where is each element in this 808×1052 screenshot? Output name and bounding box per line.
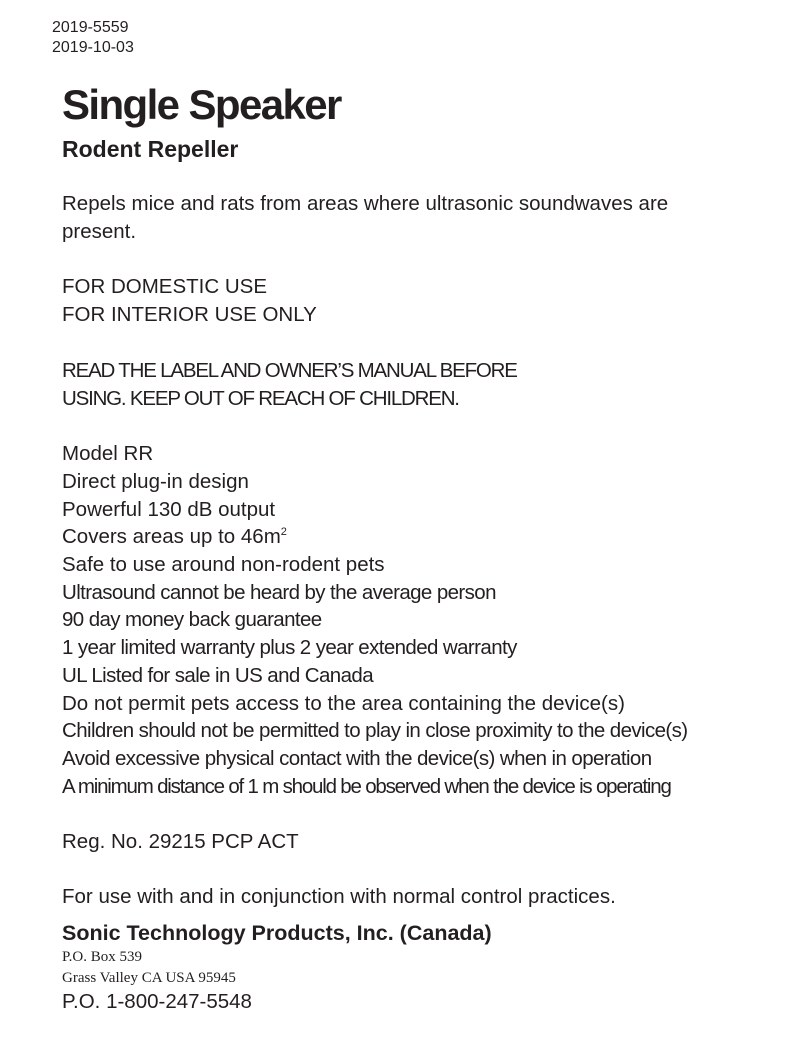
company-name: Sonic Technology Products, Inc. (Canada) [62, 921, 492, 946]
feature-item [62, 523, 792, 551]
precaution-item: A minimum distance of 1 m should be observed when the device is operating [62, 774, 671, 798]
feature-item: 1 year limited warranty plus 2 year extended warranty [62, 636, 517, 660]
product-title: Single Speaker [62, 81, 341, 128]
address-line: Grass Valley CA USA 95945 [62, 970, 236, 987]
feature-item: Safe to use around non-rodent pets [62, 553, 385, 577]
model-line: Model RR [62, 442, 154, 466]
feature-item: UL Listed for sale in US and Canada [62, 663, 373, 687]
feature-list [62, 440, 792, 800]
intro-line: Repels mice and rats from areas where ultrasonic soundwaves are [62, 192, 669, 215]
coverage-text: Covers areas up to 46m [62, 525, 281, 549]
registration-code: 2019-5559 [52, 19, 129, 36]
domestic-use-statement: FOR DOMESTIC USE [62, 275, 268, 299]
coverage-superscript: 2 [280, 526, 287, 539]
label-content [62, 80, 792, 1015]
usage-note: For use with and in conjunction with normal control practices. [62, 885, 616, 909]
precautionary-warning [62, 357, 792, 412]
warning-line: READ THE LABEL AND OWNER’S MANUAL BEFORE [62, 358, 517, 382]
feature-item: Ultrasound cannot be heard by the average person [62, 580, 496, 604]
precaution-item: Children should not be permitted to play in close proximity to the device(s) [62, 719, 688, 743]
document-header-codes [52, 18, 134, 58]
precaution-item: Avoid excessive physical contact with the device(s) when in operation [62, 746, 652, 770]
precaution-item: Do not permit pets access to the area containing the device(s) [62, 691, 625, 715]
phone-number: P.O. 1-800-247-5548 [62, 990, 252, 1014]
feature-item: Direct plug-in design [62, 469, 249, 493]
warning-line: USING. KEEP OUT OF REACH OF CHILDREN. [62, 386, 459, 410]
registration-number: Reg. No. 29215 PCP ACT [62, 830, 299, 854]
intro-paragraph [62, 190, 792, 245]
intro-line: present. [62, 219, 137, 243]
feature-item: Powerful 130 dB output [62, 497, 276, 521]
feature-item: 90 day money back guarantee [62, 608, 322, 632]
interior-use-statement: FOR INTERIOR USE ONLY [62, 303, 317, 327]
product-subtitle: Rodent Repeller [62, 136, 239, 162]
document-date: 2019-10-03 [52, 39, 134, 56]
address-line: P.O. Box 539 [62, 949, 143, 966]
use-statements [62, 273, 792, 328]
